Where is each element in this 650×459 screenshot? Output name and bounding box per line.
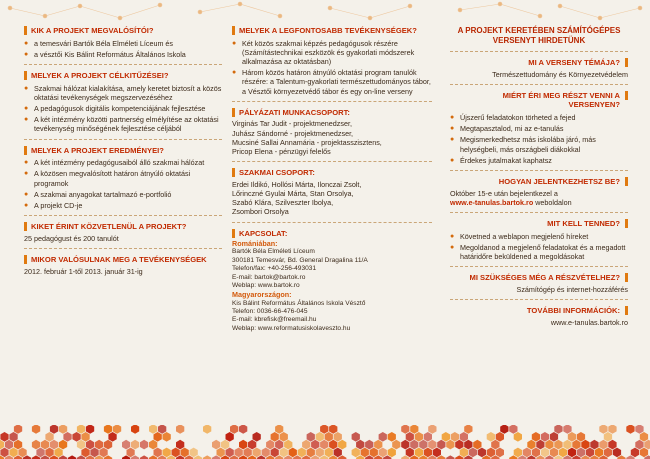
divider <box>24 139 222 141</box>
section-title-registration: HOGYAN JELENTKEZHETSZ BE? <box>450 177 628 187</box>
column-left <box>24 26 222 276</box>
list-item: ● Megtapasztalod, mi az e-tanulás <box>450 124 628 133</box>
contact-line: Telefon: 0036-66-476-045 <box>232 308 308 316</box>
list-item: ● Megismerkedhetsz más iskolába járó, más helységbeli, más országbeli diákokkal <box>450 135 628 153</box>
section-title-what-to-do: MIT KELL TENNED? <box>450 219 628 229</box>
column-middle <box>232 26 432 333</box>
list-item: ● Három közös határon átnyúló oktatási program tanulók részére: a Talentum-gyakorlati természettudományos tábor, a Vésztői környezetvédő tábor és egy on-line verseny <box>232 68 432 96</box>
section-title-more-info: TOVÁBBI INFORMÁCIÓK: <box>450 306 628 316</box>
divider <box>232 161 432 163</box>
divider <box>24 64 222 66</box>
divider <box>450 51 628 53</box>
divider <box>24 248 222 250</box>
list-item: ● Követned a weblapon megjelenő híreket <box>450 232 628 241</box>
top-decoration-network <box>0 0 650 28</box>
registration-tail: weboldalon <box>533 197 572 207</box>
contact-line: Bartók Béla Elméleti Líceum <box>232 248 315 256</box>
divider <box>450 84 628 86</box>
divider <box>450 212 628 214</box>
team-line: Mucsiné Sallai Annamária - projektasszisztens, <box>232 137 382 147</box>
section-title-activities: MELYEK A LEGFONTOSABB TEVÉKENYSÉGEK? <box>232 26 432 36</box>
more-info-url[interactable]: www.e-tanulas.bartok.ro <box>550 317 628 327</box>
topic-text: Természettudomány és Környezetvédelem <box>492 69 628 79</box>
team-line: Pricop Elena - pénzügyi felelős <box>232 147 331 157</box>
more-info-link[interactable] <box>450 318 628 327</box>
divider <box>450 170 628 172</box>
contact-hungary-label: Magyarországon: <box>232 290 292 300</box>
activities-list <box>232 39 432 96</box>
implementers-list <box>24 39 222 59</box>
section-title-professional-group: SZAKMAI CSOPORT: <box>232 168 432 178</box>
section-title-requirements: MI SZÜKSÉGES MÉG A RÉSZVÉTELHEZ? <box>450 273 628 283</box>
divider <box>450 266 628 268</box>
results-list <box>24 158 222 210</box>
list-item: ● Szakmai hálózat kialakítása, amely keretet biztosít a közös oktatási tevékenységek megszervezéséhez <box>24 84 222 102</box>
divider <box>450 299 628 301</box>
list-item: ● Két közös szakmai képzés pedagógusok részére (Számítástechnikai eszközök és gyakorlati módszerek alkalmazása az oktatásban) <box>232 39 432 67</box>
section-title-results: MELYEK A PROJEKT EREDMÉNYEI? <box>24 146 222 156</box>
competition-heading: A PROJEKT KERETÉBEN SZÁMÍTÓGÉPES VERSENYT HIRDETÜNK <box>457 26 621 45</box>
list-item: ● a vésztői Kis Bálint Református Általános Iskola <box>24 50 222 59</box>
group-line: Lőrinczné Gyulai Márta, Stan Orsolya, <box>232 189 354 199</box>
list-item: ● A pedagógusok digitális kompetenciájának fejlesztése <box>24 104 222 113</box>
section-title-why-participate: MIÉRT ÉRI MEG RÉSZT VENNI A VERSENYEN? <box>450 91 628 110</box>
list-item: ● A közösen megvalósított határon átnyúló oktatási programok <box>24 169 222 187</box>
divider <box>232 222 432 224</box>
list-item: ● Érdekes jutalmakat kaphatsz <box>450 156 628 165</box>
list-item: ● A szakmai anyagokat tartalmazó e-portfolió <box>24 190 222 199</box>
contact-website[interactable]: Weblap: www.reformatusiskolaveszto.hu <box>232 324 351 332</box>
audience-text: 25 pedagógust és 200 tanulót <box>24 233 119 243</box>
contact-line: Kis Bálint Református Általános Iskola Vésztő <box>232 299 366 307</box>
contact-romania-label: Romániában: <box>232 239 278 249</box>
section-title-objectives: MELYEK A PROJEKT CÉLKITŰZÉSEI? <box>24 71 222 81</box>
requirements-text: Számítógép és internet-hozzáférés <box>516 284 628 294</box>
contact-email[interactable]: E-mail: bartok@bartok.ro <box>232 273 306 281</box>
list-item: ● Újszerű feladatokon törheted a fejed <box>450 113 628 122</box>
team-line: Virginás Tar Judit - projektmenedzser, <box>232 119 352 129</box>
section-title-topic: MI A VERSENY TÉMÁJA? <box>450 58 628 68</box>
list-item: ● A két intézmény pedagógusaiból álló szakmai hálózat <box>24 158 222 167</box>
contact-website[interactable]: Weblap: www.bartok.ro <box>232 282 300 290</box>
reasons-list <box>450 113 628 165</box>
contact-line: 300181 Temesvár, Bd. General Dragalina 11/A <box>232 256 368 264</box>
bottom-decoration-hexagons <box>0 425 650 459</box>
list-item: ● A projekt CD-je <box>24 201 222 210</box>
section-title-implementers: KIK A PROJEKT MEGVALÓSÍTÓI? <box>24 26 222 36</box>
list-item: ● Megoldanod a megjelenő feladatokat és a megadott határidőre beküldened a megoldásokat <box>450 243 628 261</box>
divider <box>24 215 222 217</box>
divider <box>232 101 432 103</box>
section-title-timeline: MIKOR VALÓSULNAK MEG A TEVÉKENYSÉGEK <box>24 255 222 265</box>
timeline-text: 2012. február 1-től 2013. január 31-ig <box>24 266 143 276</box>
contact-email[interactable]: E-mail: kbrefisk@freemail.hu <box>232 316 317 324</box>
group-line: Erdei Ildikó, Hollósi Márta, Ilonczai Zsolt, <box>232 179 362 189</box>
section-title-contact: KAPCSOLAT: <box>232 229 432 239</box>
section-title-audience: KIKET ÉRINT KÖZVETLENÜL A PROJEKT? <box>24 222 222 232</box>
team-line: Juhász Sándorné - projektmenedzser, <box>232 128 354 138</box>
objectives-list <box>24 84 222 134</box>
group-line: Szabó Klára, Szilveszter Ibolya, <box>232 198 334 208</box>
column-right <box>450 26 628 327</box>
registration-line <box>450 198 628 207</box>
registration-text: Október 15-e után bejelentkezel a <box>450 188 558 198</box>
group-line: Zsombori Orsolya <box>232 207 289 217</box>
contact-line: Telefon/fax: +40-256-493031 <box>232 265 317 273</box>
tasks-list <box>450 232 628 262</box>
list-item: ● a temesvári Bartók Béla Elméleti Líceum és <box>24 39 222 48</box>
section-title-team: PÁLYÁZATI MUNKACSOPORT: <box>232 108 432 118</box>
list-item: ● A két intézmény közötti partnerség elmélyítése az oktatási tevékenység minőségének fejlesztése céljából <box>24 115 222 133</box>
registration-link[interactable]: www.e-tanulas.bartok.ro <box>450 197 534 207</box>
